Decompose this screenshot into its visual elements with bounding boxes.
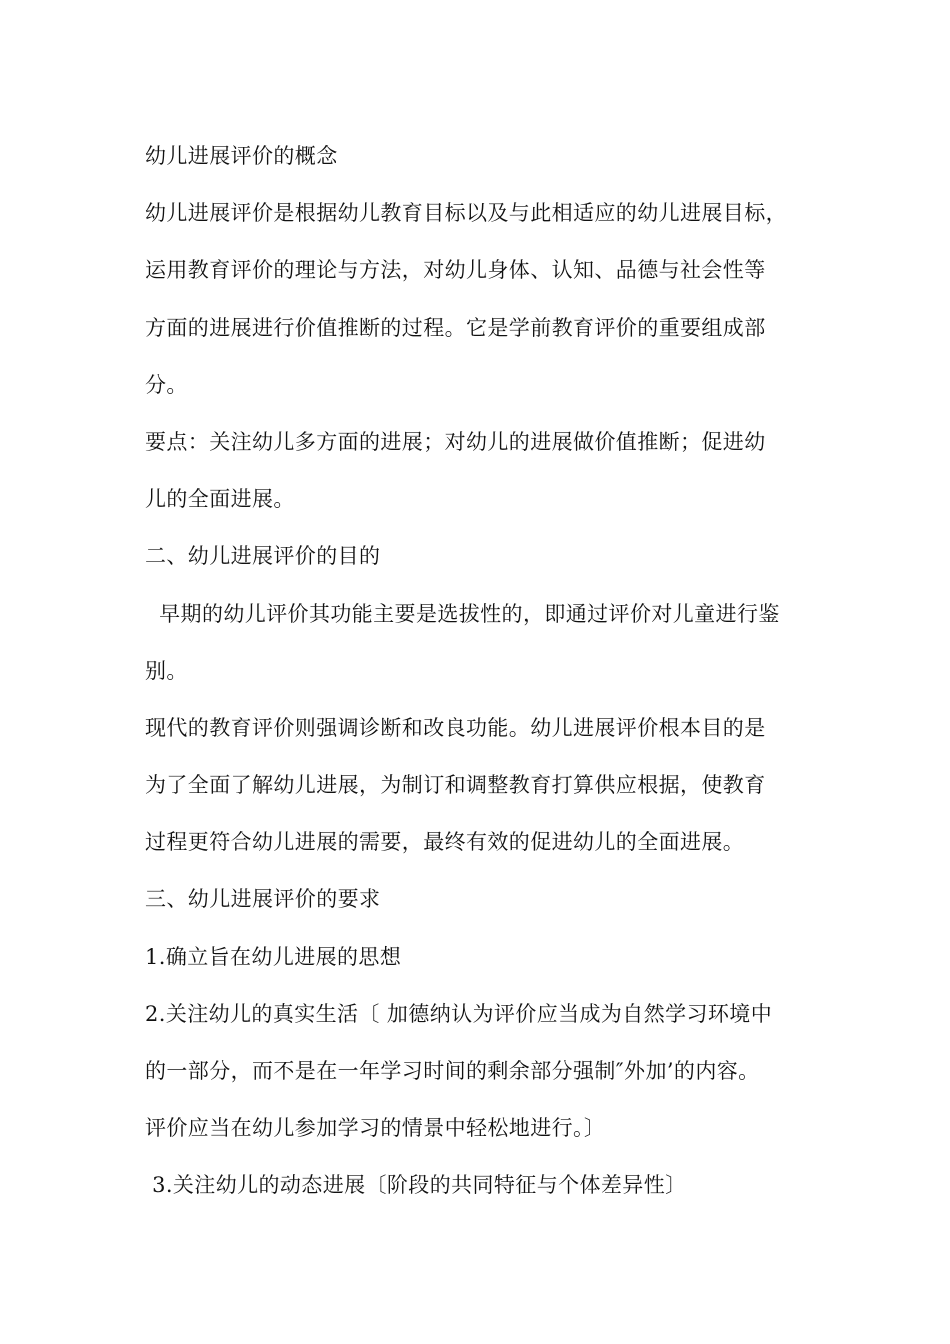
paragraph-line: 过程更符合幼儿进展的需要，最终有效的促进幼儿的全面进展。 [145,830,745,855]
paragraph-line: 运用教育评价的理论与方法，对幼儿身体、认知、品德与社会性等 [145,258,766,283]
paragraph-line: 分。 [145,372,188,397]
section-title-concept: 幼儿进展评价的概念 [145,144,338,168]
key-points-line: 要点：关注幼儿多方面的进展；对幼儿的进展做价值推断；促进幼 [145,429,766,454]
section-heading-purpose: 二、幼儿进展评价的目的 [145,544,381,569]
list-item-continuation: 的一部分，而不是在一年学习时间的剩余部分强制″外加’的内容。 [145,1059,760,1083]
paragraph-line: 为了全面了解幼儿进展，为制订和调整教育打算供应根据，使教育 [145,773,766,798]
list-item-continuation: 评价应当在幼儿参加学习的情景中轻松地进行。〕 [145,1116,606,1141]
paragraph-line: 别。 [145,658,188,683]
document-body [145,128,845,1215]
paragraph-line: 现代的教育评价则强调诊断和改良功能。幼儿进展评价根本目的是 [145,715,766,740]
section-heading-requirements: 三、幼儿进展评价的要求 [145,887,381,912]
paragraph-line: 早期的幼儿评价其功能主要是选拔性的，即通过评价对儿童进行鉴 [145,601,780,626]
key-points-line: 儿的全面进展。 [145,487,295,512]
list-item: 2.关注幼儿的真实生活〔 加德纳认为评价应当成为自然学习环境中 [145,1001,773,1026]
list-item: 1.确立旨在幼儿进展的思想 [145,944,402,969]
paragraph-line: 方面的进展进行价值推断的过程。它是学前教育评价的重要组成部 [145,315,766,340]
paragraph-line: 幼儿进展评价是根据幼儿教育目标以及与此相适应的幼儿进展目标， [145,201,787,226]
list-item: 3.关注幼儿的动态进展〔阶段的共同特征与个体差异性〕 [145,1173,687,1198]
